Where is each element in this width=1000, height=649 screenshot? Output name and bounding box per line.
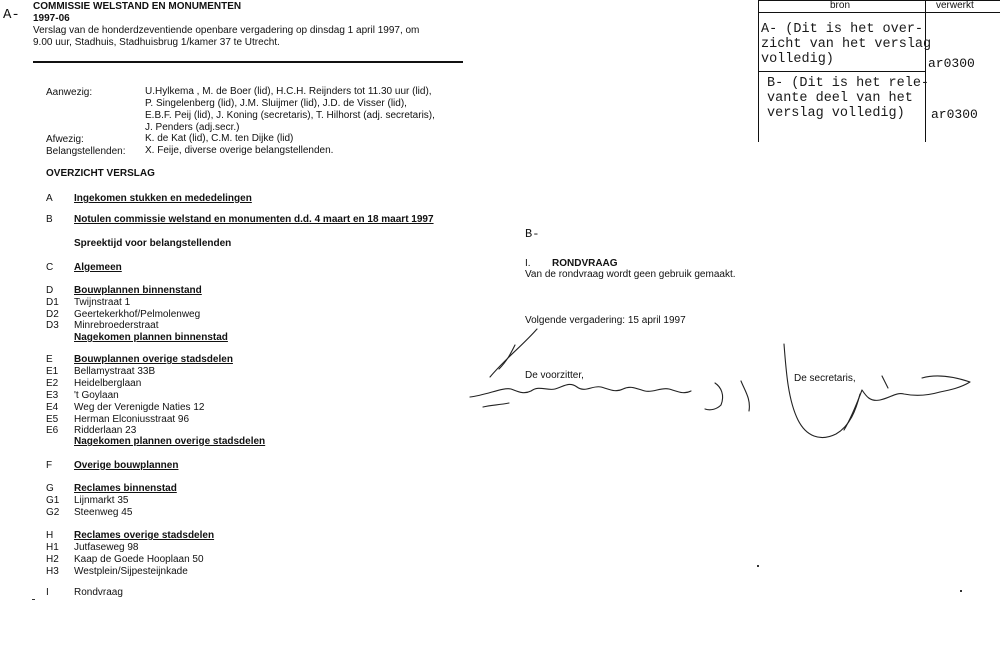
- section-a-marker: A-: [3, 7, 20, 23]
- scan-speck: [757, 565, 759, 567]
- agenda-code: H1: [46, 542, 59, 553]
- present-line: J. Penders (adj.secr.): [145, 122, 240, 133]
- agenda-code: E6: [46, 425, 59, 436]
- note-line: A- (Dit is het over-: [761, 22, 924, 37]
- agenda-label: Notulen commissie welstand en monumenten d.d. 4 maart en 18 maart 1997: [74, 214, 434, 225]
- agenda-code: E4: [46, 402, 59, 413]
- agenda-label: Overige bouwplannen: [74, 460, 179, 471]
- present-line: U.Hylkema , M. de Boer (lid), H.C.H. Reijnders tot 11.30 uur (lid),: [145, 86, 432, 97]
- scan-speck: [32, 599, 35, 600]
- column-header-processed: verwerkt: [936, 0, 974, 11]
- table-header-divider: [758, 12, 1000, 13]
- absent-label: Afwezig:: [46, 134, 84, 145]
- table-row-note: [767, 76, 929, 121]
- absent-value: K. de Kat (lid), C.M. ten Dijke (lid): [145, 133, 294, 144]
- agenda-label: Herman Elconiusstraat 96: [74, 414, 190, 425]
- table-row-note: [761, 22, 931, 67]
- rondvraag-title: RONDVRAAG: [552, 258, 618, 269]
- agenda-label: Reclames binnenstad: [74, 483, 177, 494]
- next-meeting: Volgende vergadering: 15 april 1997: [525, 315, 686, 326]
- agenda-code: E2: [46, 378, 59, 389]
- note-line: B- (Dit is het rele-: [767, 76, 930, 91]
- section-b-marker: B-: [525, 227, 540, 241]
- agenda-code: G: [46, 483, 54, 494]
- agenda-label: Weg der Verenigde Naties 12: [74, 402, 205, 413]
- agenda-label: Ingekomen stukken en mededelingen: [74, 193, 252, 204]
- overview-title: OVERZICHT VERSLAG: [46, 168, 155, 179]
- agenda-code: D1: [46, 297, 59, 308]
- scan-speck: [960, 590, 962, 592]
- present-line: E.B.F. Peij (lid), J. Koning (secretaris), T. Hilhorst (adj. secretaris),: [145, 110, 435, 121]
- note-divider: [758, 71, 925, 72]
- agenda-label: Spreektijd voor belangstellenden: [74, 238, 232, 249]
- report-number: 1997-06: [33, 13, 70, 24]
- agenda-label: Kaap de Goede Hooplaan 50: [74, 554, 204, 565]
- agenda-code: F: [46, 460, 53, 471]
- agenda-label: Westplein/Sijpesteijnkade: [74, 566, 188, 577]
- rondvraag-code: I.: [525, 258, 531, 269]
- agenda-code: H3: [46, 566, 59, 577]
- agenda-code: A: [46, 193, 53, 204]
- agenda-code: E5: [46, 414, 59, 425]
- agenda-label: Rondvraag: [74, 587, 123, 598]
- commission-title: COMMISSIE WELSTAND EN MONUMENTEN: [33, 1, 242, 12]
- intro-line-2: 9.00 uur, Stadhuis, Stadhuisbrug 1/kamer 37 te Utrecht.: [33, 37, 280, 48]
- note-line: volledig): [761, 52, 834, 67]
- table-row-code: ar0300: [928, 56, 975, 71]
- agenda-code: C: [46, 262, 54, 273]
- agenda-label: Minrebroederstraat: [74, 320, 159, 331]
- rondvraag-text: Van de rondvraag wordt geen gebruik gemaakt.: [525, 269, 736, 280]
- secretary-signature: [780, 340, 990, 450]
- agenda-label: Twijnstraat 1: [74, 297, 131, 308]
- agenda-code: G2: [46, 507, 60, 518]
- agenda-label: Nagekomen plannen overige stadsdelen: [74, 436, 266, 447]
- note-line: vante deel van het: [767, 91, 913, 106]
- agenda-label: Jutfaseweg 98: [74, 542, 139, 553]
- agenda-label: Ridderlaan 23: [74, 425, 137, 436]
- agenda-code: E1: [46, 366, 59, 377]
- agenda-label: Bellamystraat 33B: [74, 366, 156, 377]
- agenda-label: Geertekerkhof/Pelmolenweg: [74, 309, 201, 320]
- agenda-code: I: [46, 587, 49, 598]
- agenda-label: Heidelberglaan: [74, 378, 142, 389]
- agenda-code: D3: [46, 320, 59, 331]
- chair-signature: [465, 325, 765, 415]
- present-line: P. Singelenberg (lid), J.M. Sluijmer (lid), J.D. de Visser (lid),: [145, 98, 407, 109]
- column-header-source: bron: [830, 0, 851, 11]
- secretary-label: De secretaris,: [794, 373, 856, 384]
- header-divider: [33, 61, 463, 63]
- intro-line-1: Verslag van de honderdzeventiende openbare vergadering op dinsdag 1 april 1997, om: [33, 25, 420, 36]
- present-label: Aanwezig:: [46, 87, 93, 98]
- chair-label: De voorzitter,: [525, 370, 584, 381]
- agenda-label: Reclames overige stadsdelen: [74, 530, 215, 541]
- stakeholders-label: Belangstellenden:: [46, 146, 126, 157]
- agenda-code: G1: [46, 495, 60, 506]
- note-line: zicht van het verslag: [761, 37, 932, 52]
- agenda-code: E3: [46, 390, 59, 401]
- note-line: verslag volledig): [767, 106, 905, 121]
- agenda-label: Bouwplannen binnenstand: [74, 285, 202, 296]
- agenda-code: D2: [46, 309, 59, 320]
- agenda-code: E: [46, 354, 53, 365]
- agenda-code: H2: [46, 554, 59, 565]
- agenda-label: 't Goylaan: [74, 390, 119, 401]
- agenda-label: Steenweg 45: [74, 507, 133, 518]
- agenda-label: Nagekomen plannen binnenstad: [74, 332, 228, 343]
- table-row-code: ar0300: [931, 107, 978, 122]
- agenda-code: D: [46, 285, 54, 296]
- agenda-label: Algemeen: [74, 262, 122, 273]
- agenda-code: H: [46, 530, 54, 541]
- agenda-label: Bouwplannen overige stadsdelen: [74, 354, 233, 365]
- agenda-code: B: [46, 214, 53, 225]
- agenda-label: Lijnmarkt 35: [74, 495, 129, 506]
- stakeholders-value: X. Feije, diverse overige belangstellenden.: [145, 145, 334, 156]
